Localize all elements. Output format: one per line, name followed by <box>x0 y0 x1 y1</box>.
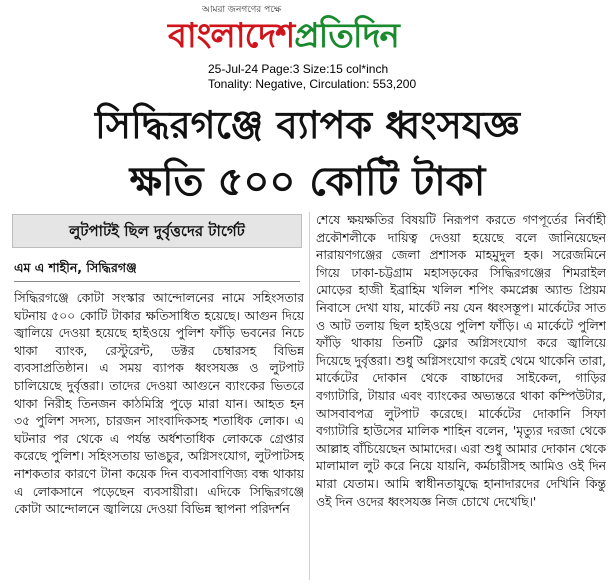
subheadline-box: লুটপাটই ছিল দুর্বৃত্তদের টার্গেট <box>12 214 302 248</box>
meta-date-page-size: 25-Jul-24 Page:3 Size:15 col*inch <box>208 62 389 76</box>
headline-line-1: সিদ্ধিরগঞ্জে ব্যাপক ধ্বংসযজ্ঞ <box>95 103 520 147</box>
byline: এম এ শাহীন, সিদ্ধিরগঞ্জ <box>14 260 137 275</box>
byline-rule <box>14 281 300 282</box>
article-column-1: সিদ্ধিরগঞ্জে কোটা সংস্কার আন্দোলনের নামে সহিংসতার ঘটনায় ৫০০ কোটি টাকার ক্ষতিসাধিত হয়েছে। আগুন দিয়ে জ্বালিয়ে দেওয়া হয়েছে হাইওয়ে পুলিশ ফাঁড়ি ভবনের নিচে থাকা ব্যাংক, রেস্টুরেন্ট, ডক্টর চেম্বারসহ বিভিন্ন ব্যবসাপ্রতিষ্ঠান। এ সময় ব্যাপক ধ্বংসযজ্ঞ ও লুটপাট চালিয়েছে দুর্বৃত্তরা। তাদের দেওয়া আগুনে ব্যাংকের ভিতরে থাকা নিরীহ তিনজন কাঠমিস্ত্রি পুড়ে মারা যান। আহত হন ৩৫ পুলিশ সদস্য, চারজন সাংবাদিকসহ শতাধিক লোক। এ ঘটনার পর থেকে এ পর্যন্ত অর্ধশতাধিক লোককে গ্রেপ্তার করেছে পুলিশ। সহিংসতায় ভাঙচুর, অগ্নিসংযোগ, লুটপাটসহ নাশকতার কারণে টানা কয়েক দিন ব্যবসাবাণিজ্য বন্ধ থাকায় এ লোকসানে পড়েছেন ব্যবসায়ীরা। এদিকে সিদ্ধিরগঞ্জে কোটা আন্দোলনে জ্বালিয়ে দেওয়া বিভিন্ন স্থাপনা পরিদর্শন <box>14 291 304 517</box>
column-divider <box>309 212 310 580</box>
meta-tonality-circulation: Tonality: Negative, Circulation: 553,200 <box>208 77 417 91</box>
headline-line-2: ক্ষতি ৫০০ কোটি টাকা <box>129 159 486 205</box>
newspaper-masthead <box>0 0 615 60</box>
logo-part-protidin: প্রতিদিন <box>294 16 399 56</box>
clipping-meta <box>208 62 416 92</box>
article-column-2: শেষে ক্ষয়ক্ষতির বিষয়টি নিরূপণ করতে গণপূর্তের নির্বাহী প্রকৌশলীকে দায়িত্ব দেওয়া হয়েছে বলে জানিয়েছেন নারায়ণগঞ্জের জেলা প্রশাসক মাহমুদুল হক। সরেজমিনে গিয়ে ঢাকা-চট্টগ্রাম মহাসড়কের সিদ্ধিরগঞ্জের শিমরাইল মোড়ের হাজী ইব্রাহিম খলিল শপিং কমপ্লেক্স অ্যান্ড প্রিয়ম নিবাসে দেখা যায়, মার্কেট নয় যেন ধ্বংসস্তূপ। মার্কেটের সাত ও আট তলায় ছিল হাইওয়ে পুলিশ ফাঁড়ি। এ মার্কেটে পুলিশ ফাঁড়ি থাকায় তিনটি ফ্লোর অগ্নিসংযোগ করে জ্বালিয়ে দিয়েছে দুর্বৃত্তরা। শুধু অগ্নিসংযোগ করেই থেমে থাকেনি তারা, মার্কেটের দোকান থেকে বাচ্চাদের সাইকেল, গাড়ির বগ্যাটারি, টায়ার এবং ব্যাংকের অভ্যন্তরে থাকা কম্পিউটার, আসবাবপত্র লুটপাট করেছে। মার্কেটের দোকানি সিফা বগ্যাটারি হাউসের মালিক শাহিন বলেন, 'মৃত্যুর দরজা থেকে আল্লাহ বাঁচিয়েছেন আমাদের। এরা শুধু আমার দোকান থেকে মালামাল লুট করে নিয়ে যায়নি, কর্মচারীসহ আমিও ওই দিন মারা যেতাম। আমি স্বাধীনতাযুদ্ধে হানাদারদের দেখিনি কিন্তু ওই দিন ওদের ধ্বংসযজ্ঞ নিজ চোখে দেখেছি।' <box>316 213 606 509</box>
logo-part-bangladesh: বাংলাদেশ <box>168 16 295 56</box>
newspaper-logo <box>168 10 399 67</box>
masthead-tagline: আমরা জনগণের পক্ষে <box>202 5 282 15</box>
